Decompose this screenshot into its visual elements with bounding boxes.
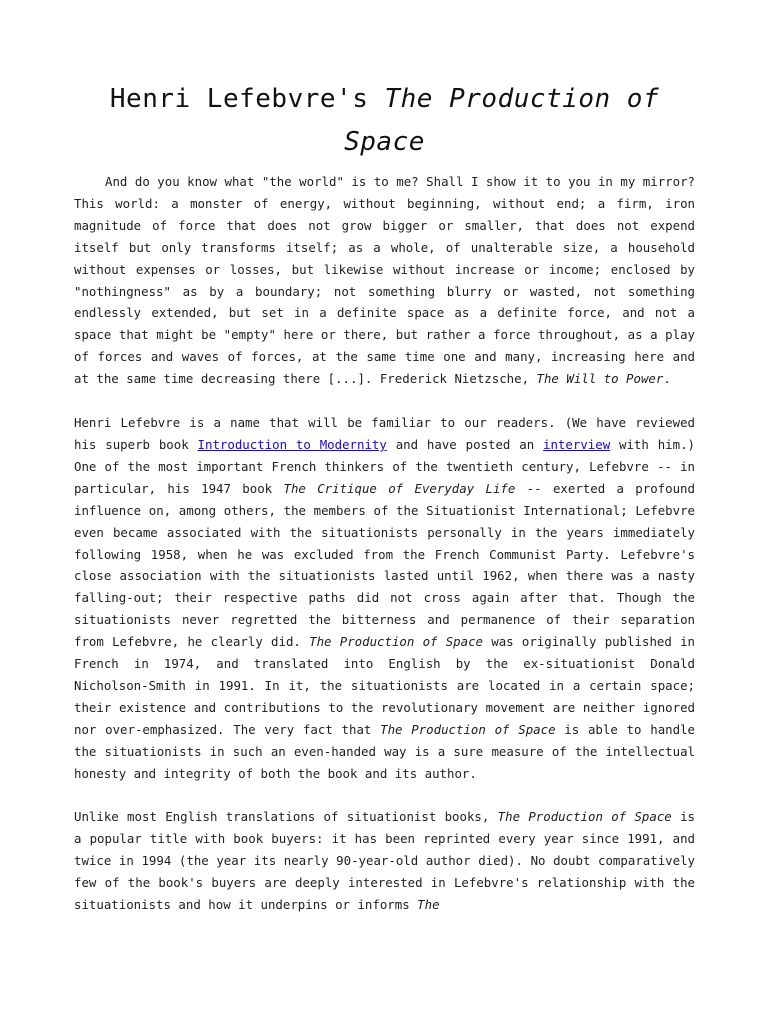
paragraph1-text-1: Henri Lefebvre is a name that will be familiar to our readers. (We have reviewed his superb book xyxy=(74,415,695,452)
epigraph-quote xyxy=(74,171,695,390)
paragraph1-text-5: was originally published in French in 1974, and translated into English by the ex-situationist Donald Nicholson-Smith in 1991. In it, the situationists are located in a certain space; their existence and contributions to the revolutionary movement are neither ignored nor over-emphasized. The very fact that xyxy=(74,634,695,737)
paragraph1-text-3: with him.) One of the most important French thinkers of the twentieth century, Lefebvre -- in particular, his 1947 book xyxy=(74,436,696,496)
epigraph-end: . xyxy=(663,371,671,387)
document-page xyxy=(74,78,695,916)
body-paragraph-2 xyxy=(74,806,695,916)
epigraph-text: And do you know what "the world" is to me? Shall I show it to you in my mirror? This world: a monster of energy, without beginning, without end; a firm, iron magnitude of force that does not grow bigger or smaller, that does not expend itself but only transforms itself; as a whole, of unalterable size, a household without expenses or losses, but likewise without increase or income; enclosed by "nothingness" as by a boundary; not something blurry or wasted, not something endlessly extended, but set in a definite space as a definite force, and not a space that might be "empty" here or there, but rather a force throughout, as a play of forces and waves of forces, at the same time one and many, increasing here and at the same time decreasing there [...]. Frederick Nietzsche, xyxy=(74,174,695,387)
page-title xyxy=(74,78,695,164)
paragraph1-text-6: is able to handle the situationists in such an even-handed way is a sure measure of the intellectual honesty and integrity of both the book and its author. xyxy=(74,721,695,781)
production-of-space-title: The Production of Space xyxy=(497,809,672,825)
production-of-space-title: The Production of Space xyxy=(380,721,556,737)
body-paragraph-1 xyxy=(74,412,695,784)
interview-link[interactable]: interview xyxy=(543,436,611,452)
paragraph2-text-1: Unlike most English translations of situationist books, xyxy=(74,809,498,825)
introduction-to-modernity-link[interactable]: Introduction to Modernity xyxy=(197,436,387,452)
title-book-title: The Production of Space xyxy=(344,84,660,157)
paragraph2-text-2: is a popular title with book buyers: it has been reprinted every year since 1991, and twice in 1994 (the year its nearly 90-year-old author died). No doubt comparatively few of the book's buyers are deeply interested in Lefebvre's relationship with the situationists and how it underpins or informs xyxy=(74,809,695,913)
paragraph1-text-4: -- exerted a profound influence on, among others, the members of the Situationist International; Lefebvre even became associated with the situationists personally in the years immediately following 1958, when he was excluded from the French Communist Party. Lefebvre's close association with the situationists lasted until 1962, when there was a nasty falling-out; their respective paths did not cross again after that. Though the situationists never regretted the bitterness and permanence of their separation from Lefebvre, he clearly did. xyxy=(74,480,695,650)
title-author-part: Henri Lefebvre's xyxy=(109,84,385,114)
paragraph2-italic-fragment: The xyxy=(417,897,440,913)
epigraph-source-title: The Will to Power xyxy=(536,371,664,387)
production-of-space-title: The Production of Space xyxy=(309,634,484,650)
paragraph1-text-2: and have posted an xyxy=(386,436,544,452)
critique-of-everyday-life-title: The Critique of Everyday Life xyxy=(283,480,516,496)
